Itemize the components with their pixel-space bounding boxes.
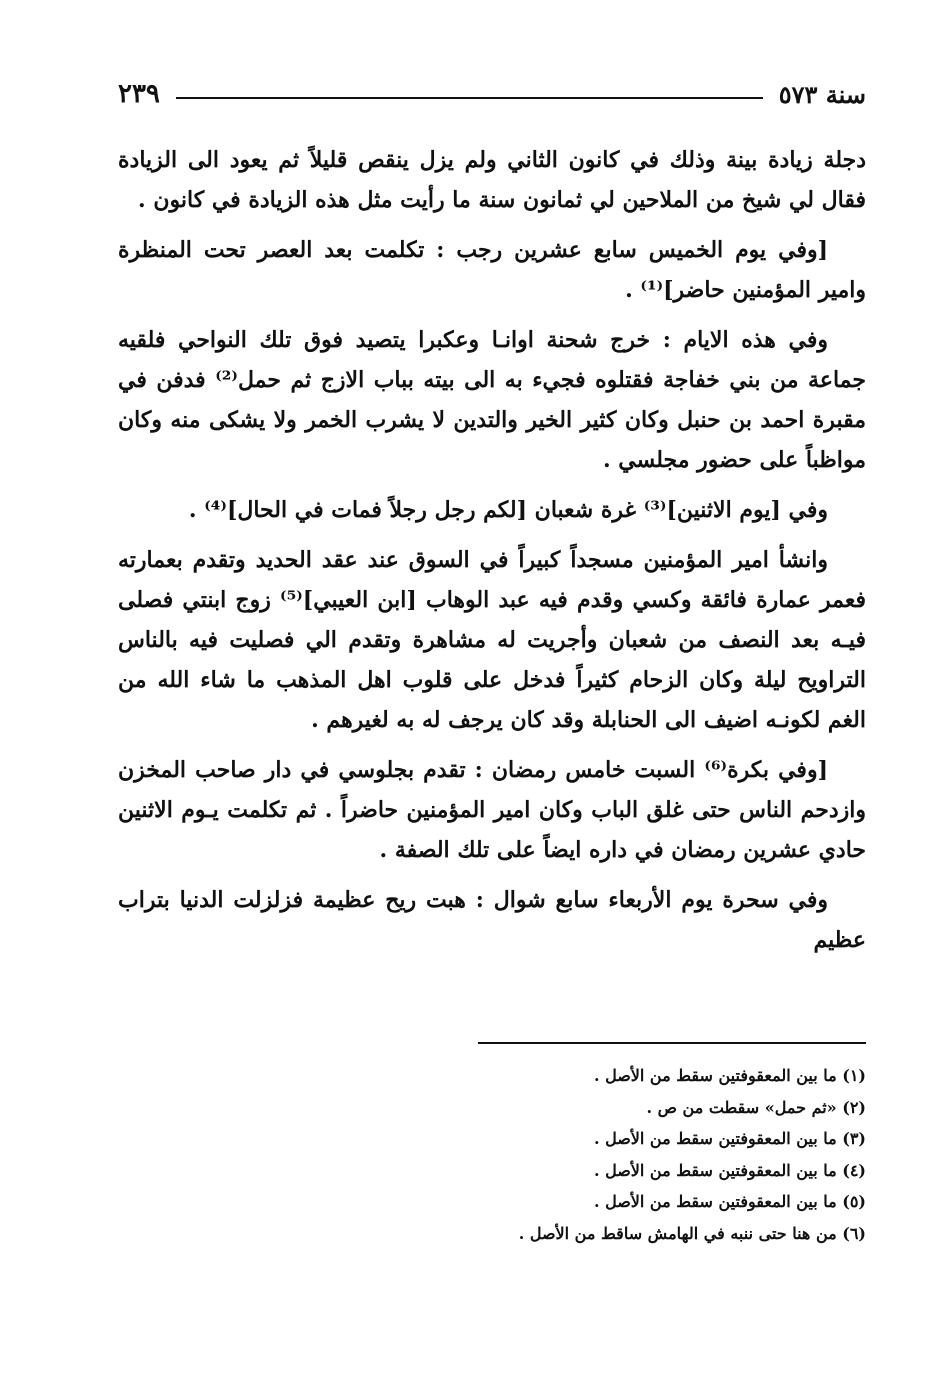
paragraph: [وفي بكرة⁽⁶⁾ السبت خامس رمضان : تقدم بجلوسي في دار صاحب المخزن وازدحم الناس حتى غلق الباب وكان امير المؤمنين حاضراً . ثم تكلمت يـوم الاثنين حادي عشرين رمضان في داره ايضاً على تلك الصفة .	[118, 757, 866, 863]
footnote-separator	[478, 1042, 866, 1044]
paragraph: وانشأ امير المؤمنين مسجداً كبيراً في السوق عند عقد الحديد وتقدم بعمارته فعمر عمارة فائقة وكسي وقدم فيه عبد الوهاب [ابن العيبي]⁽⁵⁾ زوج ابنتي فصلى فيـه بعد النصف من شعبان وأجريت له مشاهرة وتقدم الي فصليت فيه بالناس التراويح ليلة وكان الزحام كثيراً فدخل على قلوب اهل المذهب ما شاء الله من الغم لكونـه اضيف الى الحنابلة وقد كان يرجف له به لغيرهم .	[118, 547, 866, 733]
paragraph: وفي هذه الايام : خرج شحنة اوانـا وعكبرا يتصيد فوق تلك النواحي فلقيه جماعة من بني خفاجة فقتلوه فجيء به الى بيته بباب الازج ثم حمل⁽²⁾ فدفن في مقبرة احمد بن حنبل وكان كثير الخير والتدين لا يشرب الخمر ولا يشكى منه وكان مواظباً على حضور مجلسي .	[118, 327, 867, 473]
paragraph: [وفي يوم الخميس سابع عشرين رجب : تكلمت بعد العصر تحت المنظرة وامير المؤمنين حاضر]⁽¹⁾ .	[118, 237, 866, 303]
footnotes	[118, 1060, 866, 1249]
footnote: (٢) «ثم حمل» سقطت من ص .	[646, 1097, 866, 1117]
footnote: (٥) ما بين المعقوفتين سقط من الأصل .	[593, 1192, 866, 1211]
page-header	[118, 74, 866, 114]
header-rule	[176, 97, 763, 99]
paragraph: دجلة زيادة بينة وذلك في كانون الثاني ولم يزل ينقص قليلاً ثم يعود الى الزيادة فقال لي شيخ من الملاحين لي ثمانون سنة ما رأيت مثل هذه الزيادة في كانون .	[118, 147, 866, 213]
footnote: (٦) من هنا حتى ننبه في الهامش ساقط من الأصل .	[518, 1223, 866, 1243]
paragraph: وفي [يوم الاثنين]⁽³⁾ غرة شعبان [لكم رجل رجلاً فمات في الحال]⁽⁴⁾ .	[188, 497, 828, 523]
footnote: (٤) ما بين المعقوفتين سقط من الأصل .	[593, 1160, 866, 1180]
footnote: (٣) ما بين المعقوفتين سقط من الأصل .	[593, 1129, 866, 1148]
footnote: (١) ما بين المعقوفتين سقط من الأصل .	[593, 1066, 866, 1085]
running-head: سنة ٥٧٣	[778, 79, 866, 109]
paragraph: وفي سحرة يوم الأربعاء سابع شوال : هبت ريح عظيمة فزلزلت الدنيا بتراب عظيم	[118, 887, 866, 953]
page-number: ٢٣٩	[118, 79, 160, 109]
body-text	[118, 140, 866, 970]
